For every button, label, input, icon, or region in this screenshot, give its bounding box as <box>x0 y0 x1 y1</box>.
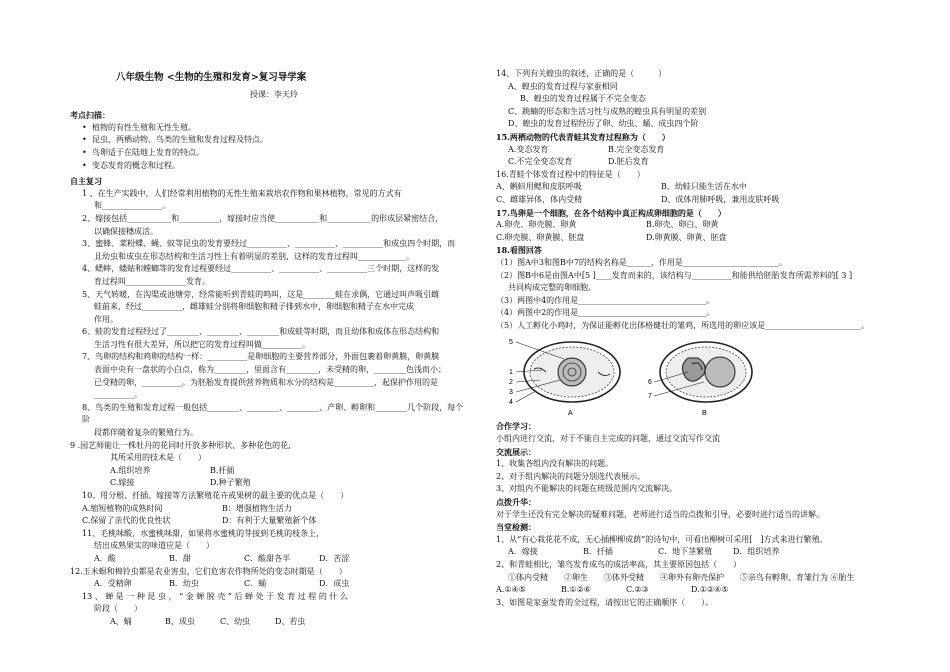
question-18-part: （5）人工孵化小鸡时，为保证能孵化出体格健壮的雏鸡，所选用的卵应该是________________________。 <box>496 320 870 330</box>
option[interactable]: B.卵壳、卵白、卵黄 <box>646 220 719 230</box>
question-13-stem: 阶段（ ） <box>94 604 142 614</box>
question-12-options <box>70 578 394 591</box>
option[interactable]: A.变态发育 <box>508 144 549 154</box>
option[interactable]: A.①④⑤ <box>496 585 526 595</box>
option[interactable]: B.完全变态发育 <box>608 144 665 154</box>
kaodian-heading: 考点扫描： <box>70 110 110 121</box>
option[interactable]: C.保留了亲代的优良性状 <box>82 516 171 526</box>
option[interactable]: C.嫁接 <box>110 478 135 488</box>
figure-label: 5 <box>509 339 513 347</box>
review-line: 且幼虫和成虫在形态结构和生活习性上有着明显的差别，这样的发育过程叫____________。 <box>94 251 414 261</box>
option[interactable]: C、跳蝻的形态和生活习性与成熟的蝗虫具有明显的差别 <box>508 106 707 116</box>
option[interactable]: A.卵壳、卵壳膜、卵黄 <box>496 220 577 230</box>
review-line: 2、嫁接包括___________和__________，嫁接时应当使___________和___________的形成层紧密结合， <box>82 213 444 223</box>
yolk-b <box>705 357 735 387</box>
option[interactable]: C．酸甜各半 <box>244 553 291 563</box>
option[interactable]: D．成虫 <box>319 579 350 589</box>
review-line: 3、蜜蜂、菜粉蝶、蝇、蚊等昆虫的发育要经过__________、__________、__________和成虫四个时期，而 <box>82 239 456 249</box>
list-item: • 植物的有性生殖和无性生殖。 <box>92 122 470 135</box>
review-line: 生活习性有很大差异，所以把它的发育过程叫做__________。 <box>94 339 310 349</box>
review-line: 育过程叫_______________发育。 <box>94 276 210 286</box>
figure-label: 6 <box>648 379 652 387</box>
test-question-2-stem: ①体内受精 ②卵生 ③体外受精 ④卵外有卵壳保护 ⑤亲鸟有孵卵、育雏行为 ⑥胎生 <box>508 572 855 582</box>
review-line: 蛙前来，经过__________，雌雄蛙分别将卵细胞和精子排到水中，卵细胞和精子在水中完成 <box>94 302 414 312</box>
question-11-options <box>70 553 394 566</box>
question-18-part: （3）两图中4的作用是________________________________。 <box>496 295 715 305</box>
question-13-options <box>70 616 330 629</box>
egg-diagram-b <box>648 336 758 418</box>
figure-caption: A <box>568 410 573 418</box>
figure-caption: B <box>702 410 707 418</box>
option[interactable]: A．受精卵 <box>94 579 132 589</box>
option[interactable]: A.组织培养 <box>110 465 151 475</box>
figure-label: 4 <box>509 399 513 407</box>
option[interactable]: A．嫁接 <box>508 547 538 557</box>
jiaoliu-item: 1、收集各组内没有解决的问题。 <box>496 459 614 469</box>
list-item: • 鸟卵适于在陆地上发育的特点。 <box>92 147 470 160</box>
option[interactable]: C.②③ <box>626 585 649 595</box>
question-16: 16.青蛙个体发育过程中的特征是（ ） <box>496 169 645 179</box>
question-10-options <box>70 503 362 516</box>
question-17: 17.鸟卵是一个细胞，在各个结构中真正构成卵细胞的是（ ） <box>496 207 726 218</box>
option[interactable]: B、成虫 <box>165 616 195 626</box>
option[interactable]: B.①②⑥ <box>561 585 591 595</box>
review-line: 段都伴随着复杂的繁殖行为。 <box>94 428 198 438</box>
option[interactable]: C、幼虫 <box>220 616 251 626</box>
question-17-options <box>496 219 796 232</box>
question-10-options <box>70 515 362 528</box>
question-12: 12.玉米螟和棉铃虫都是农业害虫，它们危害农作物所处的变态时期是（ ） <box>70 566 347 576</box>
question-11-stem: 结出成熟果实的味道应是（ ） <box>94 541 214 551</box>
review-line: 以确保接穗成活。 <box>94 226 158 236</box>
review-line: 和_______________。 <box>94 201 170 211</box>
option[interactable]: D、蝗虫的发育过程经历了卵、幼虫、蛹、成虫四个阶 <box>508 119 699 129</box>
teacher-line: 授课：李天玲 <box>250 89 298 99</box>
list-item: • 昆虫、两栖动物、鸟类的生殖和发育过程及特点。 <box>92 134 470 147</box>
jiaoliu-item: 2、对于组内解决的问题分別选代表展示。 <box>496 471 646 481</box>
figure-label: 7 <box>648 393 652 401</box>
test-question-3: 3、如图是家蚕发育的全过程，请按出它的正确顺序（ ）。 <box>496 597 714 607</box>
review-line: 4、蟋蟀，蝼蛄和螳螂等的发育过程要经过__________、__________、__________三个时期，这样的发 <box>82 264 440 274</box>
option[interactable]: A、蝌蚪用鳃和皮肤呼吸 <box>496 182 582 192</box>
option[interactable]: D.胚后发育 <box>608 157 649 167</box>
question-16-options <box>496 181 826 194</box>
test-question-1: 1、从“有心栽花花不成，无心插柳柳成荫”的诗句中，可看出柳树可采用[ ]方式来进行繁殖。 <box>496 534 828 544</box>
question-18-part: （1）图A中3和图B中7的结构名称是______，作用是________________________。 <box>496 257 787 267</box>
option[interactable]: A．酸 <box>94 553 116 563</box>
question-9-options <box>70 477 310 490</box>
question-10: 10、用分根、扦插、嫁接等方法繁殖花卉或果树的最主要的优点是（ ） <box>82 491 349 500</box>
option[interactable]: D.卵黄膜、卵黄、胚盘 <box>646 232 727 242</box>
option[interactable]: B．甜 <box>169 553 191 563</box>
dangtang-heading: 当堂检测： <box>496 522 536 533</box>
option[interactable]: C.卵壳膜、卵黄膜、胚盘 <box>496 232 585 242</box>
option[interactable]: B.扦插 <box>210 465 235 475</box>
option[interactable]: A.缩短植物的成熟时间 <box>82 503 163 513</box>
question-14: 14、下列有关蝗虫的叙述，正确的是（ ） <box>496 69 667 78</box>
option[interactable]: C．蛹 <box>244 579 267 589</box>
jiaoliu-heading: 交流展示： <box>496 446 536 457</box>
left-column <box>70 0 470 629</box>
kaodian-list <box>70 122 470 172</box>
jiaoliu-item: 3、对组内不能解决的问题在班级范围内交流解决。 <box>496 484 678 494</box>
question-17-options <box>496 232 796 245</box>
question-15-options <box>496 156 708 169</box>
question-18: 18.看图回答 <box>496 245 542 256</box>
review-line: 8、鸟类的生殖和发育过程一般包括________、________、________、产卵、孵卵和________几个阶段，每个阶 <box>82 402 464 425</box>
dianbo-text: 对于学生还没有完全解决的疑难问题，老师进行适当的点拨和引导，必要时进行适当的讲解。 <box>496 509 824 519</box>
list-item: • 变态发育的概念和过程。 <box>92 160 470 173</box>
question-9-options <box>70 465 310 478</box>
option[interactable]: D.①②④⑤ <box>691 585 729 595</box>
egg-figures <box>506 336 892 418</box>
option[interactable]: D.种子繁殖 <box>210 478 251 488</box>
question-18-part: （2）图B中6是由图A中[5 ]____发育而来的，该结构与__________和能供给胚胎发育所需养料的[ 3 ] <box>496 270 853 280</box>
dianbo-heading: 点拨升华： <box>496 497 536 508</box>
hezuo-heading: 合作学习： <box>496 421 536 432</box>
review-line: 已受精的卵，__________。为胚胎发育提供营养物质和水分的结构是__________，起保护作用的是 <box>94 377 438 387</box>
question-18-part: （4）两图中2的作用是________________________________。 <box>496 308 715 318</box>
option[interactable]: D．苦涩 <box>319 553 350 563</box>
option[interactable]: C.不完全变态发育 <box>508 157 573 167</box>
egg-diagram-a <box>506 336 626 418</box>
question-15: 15.两栖动物的代表青蛙其发育过程称为（ ） <box>496 131 670 142</box>
review-line: __________。 <box>94 390 142 400</box>
question-15-options <box>496 144 708 157</box>
question-9: 9 .园艺师能让一株牡丹的花同时开放多种形状、多种花色的花, <box>70 440 291 450</box>
option[interactable]: D：有利于大量繁殖新个体 <box>222 516 317 526</box>
option[interactable]: D、若虫 <box>275 616 306 626</box>
review-line: 1 、在生产实践中，人们经常利用植物的无性生殖来栽培农作物和果林植物，常见的方式有 <box>82 188 402 198</box>
yolk-a <box>558 358 586 386</box>
test-1-options <box>496 546 808 559</box>
question-11: 11、毛桃味酸，水蜜桃味甜，如果将水蜜桃的芽接到毛桃的枝条上， <box>82 528 325 538</box>
review-line: 7、鸟卵的结构和鸡卵的结构一样：__________是卵细胞的主要营养部分，外面包裹着卵黄膜，卵黄膜 <box>82 352 440 362</box>
hezuo-text: 小组内进行交流，对于不能自主完成的问题，通过交流写作交流 <box>496 434 720 444</box>
option[interactable]: B、蝗虫的发育过程属于不完全变态 <box>520 94 646 104</box>
review-questions <box>70 188 470 440</box>
review-line: 表面中央有一盘状的小白点，称为________，里面含有________，未受精的卵，________色浅而小； <box>94 365 446 375</box>
option[interactable]: C．地下茎繁殖 <box>658 547 713 557</box>
figure-label: 1 <box>509 369 513 377</box>
figure-label: 2 <box>509 379 513 387</box>
zizhu-heading: 自主复习 <box>70 176 102 187</box>
label-line <box>516 392 534 402</box>
option[interactable]: B．幼虫 <box>169 579 199 589</box>
test-question-2: 2、和青蛙相比，雏鸟发育成鸟的成活率高，其主要原因包括（ ） <box>496 560 742 569</box>
review-line: 6、蛙的发育过程经过了________、________、________和成蛙等时期，而且幼体和成体在形态结构和 <box>82 327 440 337</box>
test-2-options <box>496 584 756 597</box>
option[interactable]: D、成体用肺呼吸，兼用皮肤呼吸 <box>661 194 780 204</box>
question-16-options <box>496 194 826 207</box>
option[interactable]: B．扦插 <box>583 547 613 557</box>
question-9-stem: 其所采用的技术是（ ） <box>110 453 206 463</box>
review-line: 作用。 <box>94 314 118 324</box>
question-13: 13 、 蝉 是 一 种 昆 虫 ， “ 金 蝉 脱 壳 ” 后 蝉 处 于 发 育 过 程 的 什 么 <box>82 591 348 601</box>
page-title: 八年级生物 <生物的生殖和发育>复习导学案 <box>116 72 307 83</box>
option[interactable]: B：增强植物生活力 <box>222 503 292 513</box>
option[interactable]: A、蝗虫的发育过程与家蚕相同 <box>508 81 618 91</box>
option[interactable]: C、雌雄异体，体内受精 <box>496 194 583 204</box>
option[interactable]: D．组织培养 <box>733 547 780 557</box>
question-18-part: 共同构成完整的卵细胞。 <box>508 283 596 293</box>
right-column <box>496 68 892 609</box>
review-line: 5、天气转暖，在沟渠或池塘旁，经常能听到青蛙的鸣叫，这是________蛙在求偶，它通过叫声吸引雌 <box>82 289 440 299</box>
figure-label: 3 <box>509 389 513 397</box>
option[interactable]: A、蛹 <box>110 616 132 626</box>
option[interactable]: B、幼蛙只能生活在水中 <box>661 182 747 192</box>
